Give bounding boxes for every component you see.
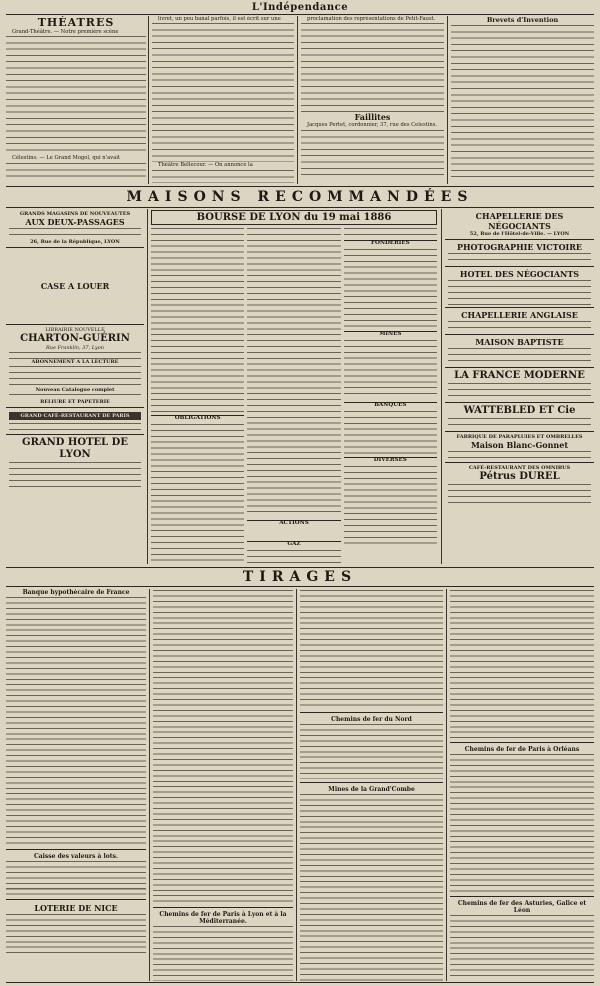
theatres-body-filler [6, 35, 146, 155]
ad-grand-hotel-lyon: GRAND HOTEL DE LYON [6, 435, 144, 493]
theatres-column [6, 16, 146, 184]
orleans-heading: Chemins de fer de Paris à Orléans [464, 746, 580, 753]
right-top-column [301, 16, 444, 184]
bourse-actions-heading: ACTIONS [247, 520, 340, 527]
grand-theatre-lead: Grand-Théâtre. — Notre première scène [12, 29, 119, 35]
grand-combe-heading: Mines de la Grand'Combe [328, 786, 415, 793]
center-top-column [152, 16, 294, 184]
tirages-col-2 [153, 589, 293, 981]
caisse-lots-heading: Caisse des valeurs à lots. [33, 853, 119, 860]
faillites-first-line: Jacques Pertet, cordonnier, 37, rue des Celestins. [307, 122, 437, 129]
tirages-heading: TIRAGES [242, 569, 358, 585]
tirages-col-4 [450, 589, 594, 981]
bourse-col-2 [247, 227, 340, 563]
tirages-col-3 [300, 589, 443, 981]
right-ads-column [445, 209, 594, 564]
loterie-nice-heading: LOTERIE DE NICE [34, 903, 118, 913]
bourse-col-1 [151, 227, 244, 563]
chemins-nord-heading: Chemins de fer du Nord [331, 716, 412, 723]
masthead [0, 0, 600, 14]
faillites-heading: Faillites [354, 112, 391, 123]
banque-hypothecaire-heading: Banque hypothécaire de France [22, 589, 130, 596]
ad-cafe-omnibus: CAFÉ-RESTAURANT DES OMNIBUS Pétrus DUREL [445, 463, 594, 509]
plm-heading: Chemins de fer de Paris à Lyon et à la Méditerranée. [159, 911, 287, 925]
ad-chapellerie-negociants: CHAPELLERIE DES NÉGOCIANTS 52, Rue de l'Hôtel-de-Ville. — LYON [445, 209, 594, 240]
ad-photographie-victoire: PHOTOGRAPHIE VICTOIRE [445, 240, 594, 267]
right-top-first-line: proclamation des représentations de Petit-Faust. [307, 16, 436, 22]
bourse-block [151, 210, 437, 564]
ad-hotel-negociants: HOTEL DES NÉGOCIANTS [445, 267, 594, 308]
ad-deux-passages-name: AUX DEUX-PASSAGES [25, 217, 125, 227]
ad-case-a-louer: CASE A LOUER [6, 248, 144, 325]
left-ads-column [6, 209, 144, 564]
maisons-heading: MAISONS RECOMMANDÉES [126, 189, 474, 205]
bellecour-lead: Théâtre Bellecour. — On annonce la [158, 162, 253, 169]
asturies-heading: Chemins de fer des Asturies, Galice et Léon [457, 900, 587, 914]
brevets-column [451, 16, 594, 184]
bourse-fonderies-heading: FONDERIES [344, 240, 437, 247]
ad-deux-passages: GRANDS MAGASINS DE NOUVEAUTÉS AUX DEUX-PASSAGES 26, Rue de la République, LYON [6, 209, 144, 248]
bourse-banques-heading: BANQUES [344, 402, 437, 409]
masthead-title: L'Indépendance [251, 2, 349, 13]
ad-grand-cafe-paris: GRAND CAFÉ-RESTAURANT DE PARIS [6, 408, 144, 435]
ad-watteble: WATTEBLED ET Cie [445, 403, 594, 432]
ad-charton-guerin: LIBRAIRIE NOUVELLE CHARTON-GUÉRIN Rue Franklin, 37, Lyon ABONNEMENT A LA LECTURE Nouveau Catalogue complet RELIURE ET PAPETERIE [6, 325, 144, 408]
bourse-mines-heading: MINES [344, 331, 437, 338]
theatres-heading: THÉATRES [37, 16, 115, 29]
ad-chapellerie-anglaise: CHAPELLERIE ANGLAISE [445, 308, 594, 335]
tirages-col-1 [6, 589, 146, 981]
bourse-title: BOURSE DE LYON du 19 mai 1886 [151, 210, 437, 225]
ad-maison-baptiste: MAISON BAPTISTE [445, 335, 594, 368]
bourse-obligations-heading: OBLIGATIONS [151, 415, 244, 422]
bourse-diverses-heading: DIVERSES [344, 457, 437, 464]
bourse-gaz-heading: GAZ [247, 541, 340, 548]
masthead-rule [6, 14, 594, 15]
center-top-first-line: livret, un peu banal parfois, il est écrit sur une [158, 16, 281, 22]
celestins-lead: Célestins. — Le Grand Mogol, qui n'avait [12, 155, 120, 162]
brevets-heading: Brevets d'Invention [486, 16, 559, 24]
ad-blanc-gonnet: FABRIQUE DE PARAPLUIES ET OMBRELLES Maison Blanc-Gonnet [445, 432, 594, 463]
bourse-col-3 [344, 227, 437, 563]
ad-france-moderne: LA FRANCE MODERNE [445, 368, 594, 403]
